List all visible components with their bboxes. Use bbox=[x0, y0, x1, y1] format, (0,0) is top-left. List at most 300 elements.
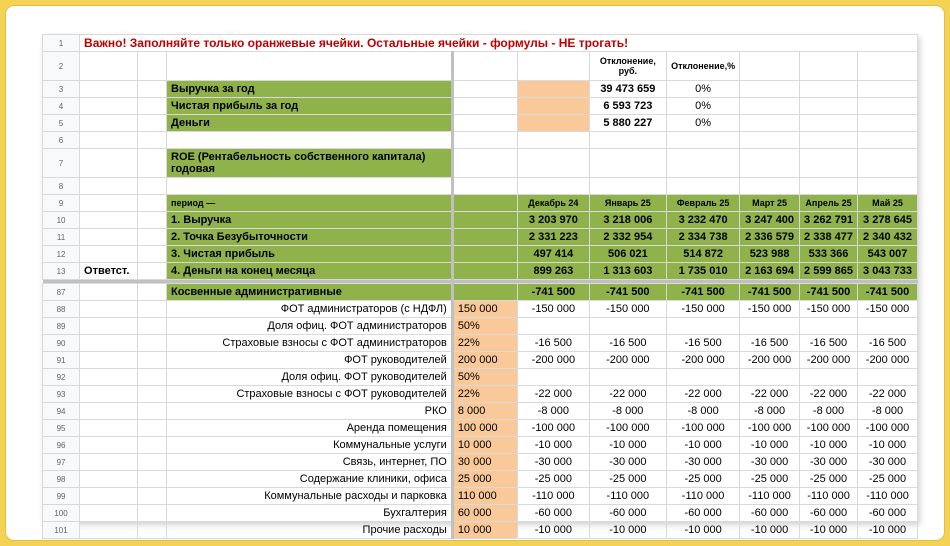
warning-banner[interactable]: Важно! Заполняйте только оранжевые ячейки. Остальные ячейки - формулы - НЕ трогать! bbox=[80, 35, 918, 52]
cell[interactable] bbox=[137, 522, 166, 539]
cell[interactable] bbox=[667, 149, 740, 178]
expense-value[interactable]: -8 000 bbox=[858, 403, 918, 420]
kpi-value[interactable]: 3 278 645 bbox=[858, 212, 918, 229]
expense-value[interactable]: -110 000 bbox=[589, 488, 666, 505]
expense-value[interactable]: -100 000 bbox=[740, 420, 800, 437]
expense-value[interactable]: -110 000 bbox=[740, 488, 800, 505]
cell[interactable] bbox=[452, 284, 517, 301]
expense-input[interactable]: 200 000 bbox=[452, 352, 517, 369]
expense-value[interactable]: -25 000 bbox=[667, 471, 740, 488]
expense-value[interactable]: -100 000 bbox=[667, 420, 740, 437]
expense-value[interactable]: -60 000 bbox=[589, 505, 666, 522]
cell[interactable] bbox=[80, 522, 138, 539]
cell[interactable] bbox=[800, 115, 858, 132]
kpi-row[interactable] bbox=[43, 263, 918, 280]
row-number[interactable]: 6 bbox=[43, 132, 80, 149]
expense-value[interactable]: -16 500 bbox=[740, 335, 800, 352]
row-number[interactable]: 5 bbox=[43, 115, 80, 132]
cell[interactable] bbox=[452, 98, 517, 115]
expense-row[interactable] bbox=[43, 505, 918, 522]
cell[interactable] bbox=[137, 132, 166, 149]
cell[interactable] bbox=[452, 195, 517, 212]
cell[interactable] bbox=[518, 178, 589, 195]
cell[interactable] bbox=[800, 132, 858, 149]
cell[interactable] bbox=[452, 263, 517, 280]
row-number[interactable]: 101 bbox=[43, 522, 80, 539]
cell[interactable] bbox=[80, 352, 138, 369]
summary-label[interactable]: Выручка за год bbox=[167, 81, 453, 98]
cell[interactable] bbox=[137, 335, 166, 352]
kpi-label[interactable]: 4. Деньги на конец месяца bbox=[167, 263, 453, 280]
cell[interactable] bbox=[80, 454, 138, 471]
row-number[interactable]: 100 bbox=[43, 505, 80, 522]
expense-value[interactable]: -150 000 bbox=[800, 301, 858, 318]
summary-deviation[interactable]: 39 473 659 bbox=[589, 81, 666, 98]
expense-row[interactable] bbox=[43, 420, 918, 437]
expense-row[interactable] bbox=[43, 335, 918, 352]
expense-value[interactable]: -10 000 bbox=[667, 522, 740, 539]
cell[interactable] bbox=[858, 149, 918, 178]
cell[interactable] bbox=[137, 98, 166, 115]
row-number[interactable]: 87 bbox=[43, 284, 80, 301]
roe-label[interactable]: ROE (Рентабельность собственного капитала) годовая bbox=[167, 149, 453, 178]
expense-value[interactable]: -16 500 bbox=[589, 335, 666, 352]
kpi-value[interactable]: 1 313 603 bbox=[589, 263, 666, 280]
expense-input[interactable]: 60 000 bbox=[452, 505, 517, 522]
cell[interactable] bbox=[137, 284, 166, 301]
expense-value[interactable]: -30 000 bbox=[518, 454, 589, 471]
expense-value[interactable]: -10 000 bbox=[518, 437, 589, 454]
cell[interactable] bbox=[740, 52, 800, 81]
expense-value[interactable]: -22 000 bbox=[518, 386, 589, 403]
row-number[interactable]: 4 bbox=[43, 98, 80, 115]
cell[interactable] bbox=[80, 132, 138, 149]
cell[interactable] bbox=[137, 229, 166, 246]
expense-value[interactable]: -100 000 bbox=[800, 420, 858, 437]
expense-row[interactable] bbox=[43, 471, 918, 488]
summary-pct[interactable]: 0% bbox=[667, 98, 740, 115]
expense-row[interactable] bbox=[43, 437, 918, 454]
cell[interactable] bbox=[80, 318, 138, 335]
month-header[interactable]: Декабрь 24 bbox=[518, 195, 589, 212]
cell[interactable] bbox=[518, 132, 589, 149]
period-label[interactable]: период — bbox=[167, 195, 453, 212]
expense-value[interactable]: -30 000 bbox=[589, 454, 666, 471]
row-number[interactable]: 95 bbox=[43, 420, 80, 437]
expense-value[interactable]: -200 000 bbox=[800, 352, 858, 369]
month-header[interactable]: Март 25 bbox=[740, 195, 800, 212]
cell[interactable] bbox=[137, 212, 166, 229]
cell[interactable] bbox=[518, 149, 589, 178]
cell[interactable] bbox=[667, 132, 740, 149]
expense-value[interactable]: -25 000 bbox=[518, 471, 589, 488]
kpi-value[interactable]: 2 332 954 bbox=[589, 229, 666, 246]
cell[interactable] bbox=[858, 98, 918, 115]
cell[interactable] bbox=[452, 212, 517, 229]
expense-value[interactable]: -100 000 bbox=[518, 420, 589, 437]
expense-input[interactable]: 150 000 bbox=[452, 301, 517, 318]
expense-label[interactable]: Содержание клиники, офиса bbox=[167, 471, 453, 488]
kpi-value[interactable]: 2 334 738 bbox=[667, 229, 740, 246]
expense-value[interactable] bbox=[589, 369, 666, 386]
row-number[interactable]: 7 bbox=[43, 149, 80, 178]
expense-value[interactable]: -25 000 bbox=[858, 471, 918, 488]
cell[interactable] bbox=[137, 301, 166, 318]
expense-value[interactable]: -110 000 bbox=[858, 488, 918, 505]
cell[interactable] bbox=[740, 149, 800, 178]
expense-row[interactable] bbox=[43, 318, 918, 335]
kpi-label[interactable]: 2. Точка Безубыточности bbox=[167, 229, 453, 246]
cell[interactable] bbox=[137, 454, 166, 471]
expense-value[interactable]: -22 000 bbox=[667, 386, 740, 403]
expense-input[interactable]: 10 000 bbox=[452, 522, 517, 539]
expense-row[interactable] bbox=[43, 301, 918, 318]
kpi-value[interactable]: 3 043 733 bbox=[858, 263, 918, 280]
expense-row[interactable] bbox=[43, 369, 918, 386]
expense-value[interactable]: -30 000 bbox=[858, 454, 918, 471]
deviation-rub-header[interactable]: Отклонение, руб. bbox=[589, 52, 666, 81]
expense-value[interactable]: -150 000 bbox=[667, 301, 740, 318]
responsible-cell[interactable]: Ответст. bbox=[80, 263, 138, 280]
cell[interactable] bbox=[80, 335, 138, 352]
admin-value[interactable]: -741 500 bbox=[589, 284, 666, 301]
cell[interactable] bbox=[137, 420, 166, 437]
expense-value[interactable]: -110 000 bbox=[800, 488, 858, 505]
cell[interactable] bbox=[452, 81, 517, 98]
expense-value[interactable]: -8 000 bbox=[800, 403, 858, 420]
cell[interactable] bbox=[858, 132, 918, 149]
cell[interactable] bbox=[518, 52, 589, 81]
expense-input[interactable]: 50% bbox=[452, 369, 517, 386]
cell[interactable] bbox=[858, 115, 918, 132]
expense-value[interactable]: -60 000 bbox=[858, 505, 918, 522]
expense-value[interactable]: -60 000 bbox=[518, 505, 589, 522]
month-header[interactable]: Май 25 bbox=[858, 195, 918, 212]
cell[interactable] bbox=[858, 81, 918, 98]
expense-value[interactable]: -16 500 bbox=[858, 335, 918, 352]
admin-value[interactable]: -741 500 bbox=[667, 284, 740, 301]
expense-label[interactable]: Страховые взносы с ФОТ руководителей bbox=[167, 386, 453, 403]
cell[interactable] bbox=[858, 178, 918, 195]
expense-label[interactable]: Доля офиц. ФОТ администраторов bbox=[167, 318, 453, 335]
row-number[interactable]: 93 bbox=[43, 386, 80, 403]
kpi-value[interactable]: 1 735 010 bbox=[667, 263, 740, 280]
kpi-value[interactable]: 2 336 579 bbox=[740, 229, 800, 246]
expense-value[interactable]: -150 000 bbox=[740, 301, 800, 318]
expense-value[interactable] bbox=[518, 318, 589, 335]
kpi-label[interactable]: 1. Выручка bbox=[167, 212, 453, 229]
month-header[interactable]: Февраль 25 bbox=[667, 195, 740, 212]
kpi-value[interactable]: 543 007 bbox=[858, 246, 918, 263]
expense-value[interactable]: -10 000 bbox=[858, 522, 918, 539]
cell[interactable] bbox=[589, 178, 666, 195]
cell[interactable] bbox=[452, 149, 517, 178]
cell[interactable] bbox=[137, 318, 166, 335]
expense-input[interactable]: 10 000 bbox=[452, 437, 517, 454]
admin-value[interactable]: -741 500 bbox=[518, 284, 589, 301]
cell[interactable] bbox=[80, 178, 138, 195]
admin-value[interactable]: -741 500 bbox=[800, 284, 858, 301]
cell[interactable] bbox=[800, 98, 858, 115]
expense-value[interactable]: -30 000 bbox=[667, 454, 740, 471]
kpi-value[interactable]: 3 232 470 bbox=[667, 212, 740, 229]
row-number[interactable]: 9 bbox=[43, 195, 80, 212]
cell[interactable] bbox=[80, 149, 138, 178]
spreadsheet[interactable] bbox=[42, 34, 918, 536]
expense-input[interactable]: 22% bbox=[452, 386, 517, 403]
expense-value[interactable] bbox=[800, 318, 858, 335]
expense-input[interactable]: 22% bbox=[452, 335, 517, 352]
cell[interactable] bbox=[80, 505, 138, 522]
expense-value[interactable] bbox=[667, 369, 740, 386]
summary-label[interactable]: Чистая прибыль за год bbox=[167, 98, 453, 115]
expense-value[interactable]: -10 000 bbox=[740, 437, 800, 454]
kpi-value[interactable]: 3 247 400 bbox=[740, 212, 800, 229]
summary-input[interactable] bbox=[518, 115, 589, 132]
kpi-value[interactable]: 533 366 bbox=[800, 246, 858, 263]
expense-label[interactable]: Связь, интернет, ПО bbox=[167, 454, 453, 471]
cell[interactable] bbox=[137, 471, 166, 488]
expense-value[interactable]: -22 000 bbox=[589, 386, 666, 403]
expense-label[interactable]: ФОТ руководителей bbox=[167, 352, 453, 369]
expense-value[interactable] bbox=[740, 369, 800, 386]
expense-label[interactable]: ФОТ администраторов (с НДФЛ) bbox=[167, 301, 453, 318]
expense-value[interactable]: -22 000 bbox=[858, 386, 918, 403]
row-number[interactable]: 11 bbox=[43, 229, 80, 246]
expense-row[interactable] bbox=[43, 488, 918, 505]
row-number[interactable]: 8 bbox=[43, 178, 80, 195]
responsible-cell[interactable] bbox=[80, 212, 138, 229]
cell[interactable] bbox=[800, 178, 858, 195]
expense-value[interactable]: -8 000 bbox=[740, 403, 800, 420]
summary-deviation[interactable]: 5 880 227 bbox=[589, 115, 666, 132]
row-number[interactable]: 89 bbox=[43, 318, 80, 335]
expense-label[interactable]: Страховые взносы с ФОТ администраторов bbox=[167, 335, 453, 352]
expense-value[interactable] bbox=[858, 369, 918, 386]
cell[interactable] bbox=[137, 352, 166, 369]
expense-label[interactable]: Бухгалтерия bbox=[167, 505, 453, 522]
cell[interactable] bbox=[80, 301, 138, 318]
expense-value[interactable]: -60 000 bbox=[800, 505, 858, 522]
cell[interactable] bbox=[80, 81, 138, 98]
cell[interactable] bbox=[80, 471, 138, 488]
expense-value[interactable] bbox=[740, 318, 800, 335]
row-number[interactable]: 90 bbox=[43, 335, 80, 352]
expense-value[interactable] bbox=[800, 369, 858, 386]
expense-input[interactable]: 50% bbox=[452, 318, 517, 335]
expense-value[interactable]: -100 000 bbox=[858, 420, 918, 437]
kpi-value[interactable]: 2 340 432 bbox=[858, 229, 918, 246]
month-header[interactable]: Январь 25 bbox=[589, 195, 666, 212]
kpi-value[interactable]: 2 599 865 bbox=[800, 263, 858, 280]
row-number[interactable]: 98 bbox=[43, 471, 80, 488]
cell[interactable] bbox=[452, 178, 517, 195]
kpi-value[interactable]: 523 988 bbox=[740, 246, 800, 263]
cell[interactable] bbox=[80, 420, 138, 437]
cell[interactable] bbox=[137, 437, 166, 454]
cell[interactable] bbox=[800, 52, 858, 81]
cell[interactable] bbox=[137, 263, 166, 280]
expense-input[interactable]: 25 000 bbox=[452, 471, 517, 488]
cell[interactable] bbox=[452, 115, 517, 132]
expense-label[interactable]: Коммунальные услуги bbox=[167, 437, 453, 454]
expense-row[interactable] bbox=[43, 352, 918, 369]
cell[interactable] bbox=[858, 52, 918, 81]
expense-value[interactable]: -16 500 bbox=[667, 335, 740, 352]
cell[interactable] bbox=[800, 81, 858, 98]
row-number[interactable]: 3 bbox=[43, 81, 80, 98]
expense-value[interactable]: -200 000 bbox=[667, 352, 740, 369]
expense-value[interactable] bbox=[667, 318, 740, 335]
cell[interactable] bbox=[167, 52, 453, 81]
kpi-row[interactable] bbox=[43, 229, 918, 246]
kpi-value[interactable]: 3 203 970 bbox=[518, 212, 589, 229]
responsible-cell[interactable] bbox=[80, 229, 138, 246]
cell[interactable] bbox=[452, 52, 517, 81]
row-number[interactable]: 1 bbox=[43, 35, 80, 52]
month-header[interactable]: Апрель 25 bbox=[800, 195, 858, 212]
expense-value[interactable]: -25 000 bbox=[589, 471, 666, 488]
expense-value[interactable]: -25 000 bbox=[800, 471, 858, 488]
summary-input[interactable] bbox=[518, 98, 589, 115]
expense-value[interactable] bbox=[858, 318, 918, 335]
expense-input[interactable]: 8 000 bbox=[452, 403, 517, 420]
expense-value[interactable]: -10 000 bbox=[740, 522, 800, 539]
cell[interactable] bbox=[167, 132, 453, 149]
admin-value[interactable]: -741 500 bbox=[858, 284, 918, 301]
cell[interactable] bbox=[80, 284, 138, 301]
admin-total-row[interactable] bbox=[43, 284, 918, 301]
expense-value[interactable]: -200 000 bbox=[589, 352, 666, 369]
kpi-value[interactable]: 2 331 223 bbox=[518, 229, 589, 246]
expense-value[interactable]: -10 000 bbox=[858, 437, 918, 454]
expense-value[interactable]: -25 000 bbox=[740, 471, 800, 488]
kpi-value[interactable]: 506 021 bbox=[589, 246, 666, 263]
expense-row[interactable] bbox=[43, 403, 918, 420]
cell[interactable] bbox=[589, 132, 666, 149]
kpi-value[interactable]: 3 262 791 bbox=[800, 212, 858, 229]
cell[interactable] bbox=[452, 246, 517, 263]
cell[interactable] bbox=[740, 178, 800, 195]
expense-value[interactable] bbox=[518, 369, 589, 386]
row-number[interactable]: 12 bbox=[43, 246, 80, 263]
cell[interactable] bbox=[80, 437, 138, 454]
cell[interactable] bbox=[800, 149, 858, 178]
expense-value[interactable]: -150 000 bbox=[589, 301, 666, 318]
expense-value[interactable]: -200 000 bbox=[858, 352, 918, 369]
cell[interactable] bbox=[137, 403, 166, 420]
cell[interactable] bbox=[589, 149, 666, 178]
row-number[interactable]: 91 bbox=[43, 352, 80, 369]
cell[interactable] bbox=[137, 369, 166, 386]
expense-value[interactable]: -22 000 bbox=[800, 386, 858, 403]
expense-value[interactable]: -10 000 bbox=[667, 437, 740, 454]
expense-input[interactable]: 100 000 bbox=[452, 420, 517, 437]
cell[interactable] bbox=[80, 195, 138, 212]
cell[interactable] bbox=[137, 246, 166, 263]
expense-label[interactable]: Доля офиц. ФОТ руководителей bbox=[167, 369, 453, 386]
cell[interactable] bbox=[137, 115, 166, 132]
kpi-value[interactable]: 3 218 006 bbox=[589, 212, 666, 229]
cell[interactable] bbox=[80, 386, 138, 403]
responsible-cell[interactable] bbox=[80, 246, 138, 263]
expense-label[interactable]: Аренда помещения bbox=[167, 420, 453, 437]
cell[interactable] bbox=[137, 149, 166, 178]
expense-value[interactable]: -22 000 bbox=[740, 386, 800, 403]
expense-input[interactable]: 30 000 bbox=[452, 454, 517, 471]
expense-value[interactable]: -10 000 bbox=[589, 522, 666, 539]
cell[interactable] bbox=[80, 115, 138, 132]
cell[interactable] bbox=[167, 178, 453, 195]
row-number[interactable]: 92 bbox=[43, 369, 80, 386]
row-number[interactable]: 13 bbox=[43, 263, 80, 280]
row-number[interactable]: 99 bbox=[43, 488, 80, 505]
kpi-value[interactable]: 2 338 477 bbox=[800, 229, 858, 246]
admin-value[interactable]: -741 500 bbox=[740, 284, 800, 301]
expense-row[interactable] bbox=[43, 454, 918, 471]
expense-value[interactable]: -10 000 bbox=[589, 437, 666, 454]
cell[interactable] bbox=[80, 369, 138, 386]
expense-value[interactable]: -8 000 bbox=[667, 403, 740, 420]
summary-input[interactable] bbox=[518, 81, 589, 98]
spreadsheet-grid[interactable] bbox=[42, 34, 918, 539]
cell[interactable] bbox=[740, 132, 800, 149]
cell[interactable] bbox=[137, 195, 166, 212]
kpi-value[interactable]: 2 163 694 bbox=[740, 263, 800, 280]
cell[interactable] bbox=[137, 505, 166, 522]
expense-value[interactable]: -10 000 bbox=[800, 522, 858, 539]
row-number[interactable]: 2 bbox=[43, 52, 80, 81]
expense-value[interactable]: -16 500 bbox=[518, 335, 589, 352]
cell[interactable] bbox=[452, 132, 517, 149]
expense-value[interactable]: -60 000 bbox=[667, 505, 740, 522]
expense-value[interactable]: -150 000 bbox=[858, 301, 918, 318]
expense-value[interactable]: -30 000 bbox=[740, 454, 800, 471]
cell[interactable] bbox=[80, 98, 138, 115]
cell[interactable] bbox=[80, 52, 138, 81]
expense-label[interactable]: Коммунальные расходы и парковка bbox=[167, 488, 453, 505]
kpi-value[interactable]: 514 872 bbox=[667, 246, 740, 263]
cell[interactable] bbox=[137, 81, 166, 98]
expense-value[interactable]: -16 500 bbox=[800, 335, 858, 352]
expense-value[interactable]: -100 000 bbox=[589, 420, 666, 437]
expense-value[interactable]: -200 000 bbox=[518, 352, 589, 369]
deviation-pct-header[interactable]: Отклонение,% bbox=[667, 52, 740, 81]
expense-value[interactable]: -200 000 bbox=[740, 352, 800, 369]
kpi-value[interactable]: 899 263 bbox=[518, 263, 589, 280]
kpi-row[interactable] bbox=[43, 246, 918, 263]
cell[interactable] bbox=[80, 488, 138, 505]
cell[interactable] bbox=[740, 98, 800, 115]
cell[interactable] bbox=[137, 178, 166, 195]
cell[interactable] bbox=[667, 178, 740, 195]
cell[interactable] bbox=[137, 386, 166, 403]
expense-value[interactable]: -60 000 bbox=[740, 505, 800, 522]
expense-value[interactable]: -30 000 bbox=[800, 454, 858, 471]
expense-value[interactable]: -8 000 bbox=[589, 403, 666, 420]
row-number[interactable]: 96 bbox=[43, 437, 80, 454]
cell[interactable] bbox=[452, 229, 517, 246]
summary-label[interactable]: Деньги bbox=[167, 115, 453, 132]
expense-value[interactable]: -10 000 bbox=[800, 437, 858, 454]
admin-label[interactable]: Косвенные административные bbox=[167, 284, 453, 301]
summary-pct[interactable]: 0% bbox=[667, 81, 740, 98]
expense-row[interactable] bbox=[43, 386, 918, 403]
cell[interactable] bbox=[137, 488, 166, 505]
kpi-label[interactable]: 3. Чистая прибыль bbox=[167, 246, 453, 263]
row-number[interactable]: 10 bbox=[43, 212, 80, 229]
summary-pct[interactable]: 0% bbox=[667, 115, 740, 132]
